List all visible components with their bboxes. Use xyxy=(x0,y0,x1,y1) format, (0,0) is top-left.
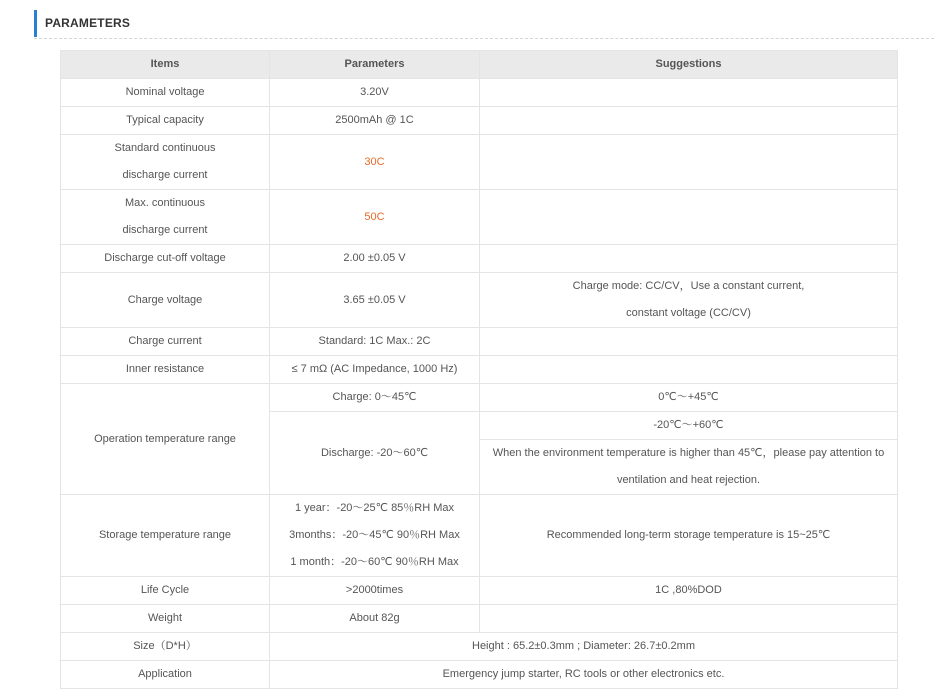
suggestion-cell xyxy=(480,107,898,135)
item-cell: Application xyxy=(61,661,270,689)
item-cell: Typical capacity xyxy=(61,107,270,135)
item-cell: Operation temperature range xyxy=(61,384,270,495)
header-suggestions: Suggestions xyxy=(480,51,898,79)
item-cell: Discharge cut-off voltage xyxy=(61,245,270,273)
suggestion-cell: 1C ,80%DOD xyxy=(480,577,898,605)
suggestion-cell xyxy=(480,356,898,384)
suggestion-cell xyxy=(480,605,898,633)
value-cell: Height : 65.2±0.3mm ; Diameter: 26.7±0.2mm xyxy=(270,633,898,661)
accent-bar xyxy=(34,10,37,37)
suggestion-line: constant voltage (CC/CV) xyxy=(626,307,751,319)
item-cell: Charge current xyxy=(61,328,270,356)
table-row xyxy=(61,356,898,384)
param-cell: 3.20V xyxy=(270,79,480,107)
table-row xyxy=(61,190,898,245)
param-cell: About 82g xyxy=(270,605,480,633)
item-cell: Life Cycle xyxy=(61,577,270,605)
param-cell-highlight: 30C xyxy=(270,135,480,190)
table-row xyxy=(61,495,898,577)
item-cell xyxy=(61,135,270,190)
header-parameters: Parameters xyxy=(270,51,480,79)
table-row xyxy=(61,135,898,190)
table-row xyxy=(61,605,898,633)
item-cell: Inner resistance xyxy=(61,356,270,384)
suggestion-cell: Recommended long-term storage temperature is 15~25℃ xyxy=(480,495,898,577)
suggestion-cell xyxy=(480,135,898,190)
param-cell: Standard: 1C Max.: 2C xyxy=(270,328,480,356)
param-line: 1 year：-20～25℃ 85％RH Max xyxy=(294,502,455,514)
section-title: PARAMETERS xyxy=(45,16,131,30)
table-row xyxy=(61,328,898,356)
param-line: 1 month：-20～60℃ 90％RH Max xyxy=(290,556,459,568)
suggestion-cell xyxy=(480,79,898,107)
table-row xyxy=(61,79,898,107)
item-cell: Size（D*H） xyxy=(61,633,270,661)
param-cell-highlight: 50C xyxy=(270,190,480,245)
item-cell: Charge voltage xyxy=(61,273,270,328)
table-row xyxy=(61,577,898,605)
param-cell: Charge: 0～45℃ xyxy=(270,384,480,412)
table-row xyxy=(61,633,898,661)
item-line: discharge current xyxy=(122,224,208,236)
suggestion-cell: -20℃～+60℃ xyxy=(480,412,898,440)
suggestion-cell: 0℃～+45℃ xyxy=(480,384,898,412)
table-row xyxy=(61,661,898,689)
param-cell: 3.65 ±0.05 V xyxy=(270,273,480,328)
param-cell: ≤ 7 mΩ (AC Impedance, 1000 Hz) xyxy=(270,356,480,384)
item-line: Standard continuous xyxy=(114,142,216,154)
item-cell: Storage temperature range xyxy=(61,495,270,577)
suggestion-line: When the environment temperature is higher than 45℃，please pay attention to xyxy=(492,447,885,459)
table-row xyxy=(61,273,898,328)
param-cell: Discharge: -20～60℃ xyxy=(270,412,480,495)
suggestion-cell xyxy=(480,190,898,245)
suggestion-line: ventilation and heat rejection. xyxy=(616,474,761,486)
suggestion-cell xyxy=(480,245,898,273)
value-cell: Emergency jump starter, RC tools or other electronics etc. xyxy=(270,661,898,689)
header-items: Items xyxy=(61,51,270,79)
table-header-row xyxy=(61,51,898,79)
item-line: Max. continuous xyxy=(124,197,206,209)
item-cell xyxy=(61,190,270,245)
table-row xyxy=(61,245,898,273)
parameters-table xyxy=(60,50,898,689)
item-line: discharge current xyxy=(122,169,208,181)
suggestion-cell xyxy=(480,328,898,356)
suggestion-cell xyxy=(480,273,898,328)
param-cell: 2.00 ±0.05 V xyxy=(270,245,480,273)
suggestion-line: Charge mode: CC/CV，Use a constant current, xyxy=(572,280,805,292)
suggestion-cell xyxy=(480,440,898,495)
param-cell: >2000times xyxy=(270,577,480,605)
param-cell: 2500mAh @ 1C xyxy=(270,107,480,135)
table-row xyxy=(61,107,898,135)
section-header xyxy=(34,10,934,39)
item-cell: Weight xyxy=(61,605,270,633)
param-line: 3months：-20～45℃ 90％RH Max xyxy=(289,529,460,541)
param-cell xyxy=(270,495,480,577)
item-cell: Nominal voltage xyxy=(61,79,270,107)
table-row xyxy=(61,384,898,412)
